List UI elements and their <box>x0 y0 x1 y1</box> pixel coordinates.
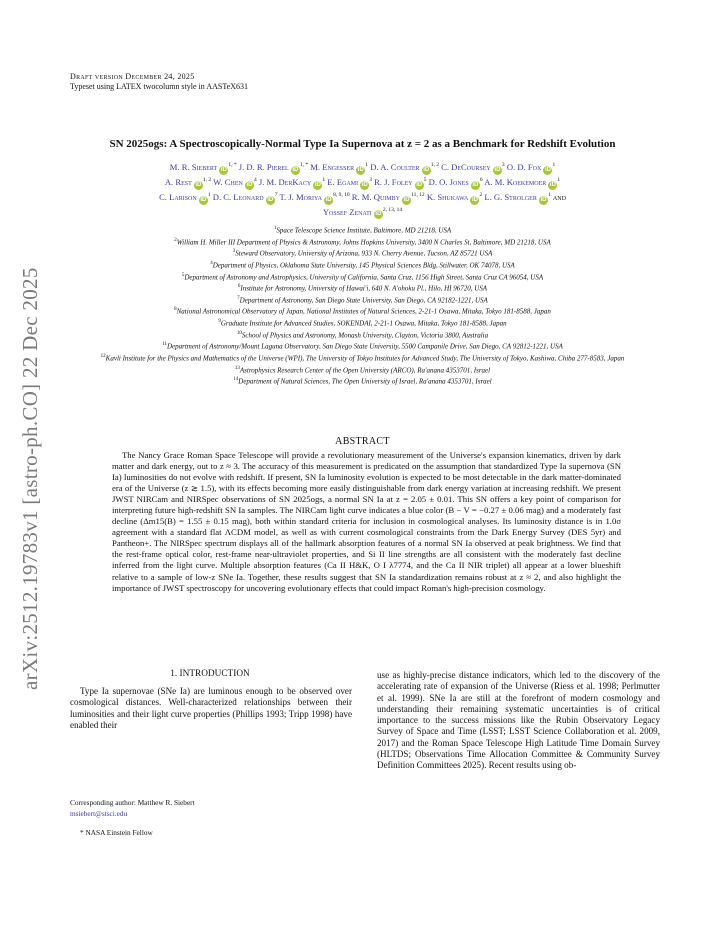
orcid-icon[interactable]: iD <box>472 181 479 188</box>
affiliation-text: Department of Natural Sciences, The Open University of Israel, Ra'anana 4353701, Israel <box>238 377 492 386</box>
affiliation-item <box>70 259 655 271</box>
affiliation-text: Kavli Institute for the Physics and Mathematics of the Universe (WPI), The University of Tokyo Institutes for Advanced Study, The University of Tokyo, Kashiwa, Chiba 277-8583, Japan <box>105 354 625 363</box>
affiliation-number: 13 <box>234 365 240 371</box>
affiliation-text: Space Telescope Science Institute, Baltimore, MD 21218, USA <box>276 226 452 235</box>
abstract-text: The Nancy Grace Roman Space Telescope will provide a revolutionary measurement of the Universe's expansion kinematics, driven by dark matter and dark energy, out to z ≈ 3. The accuracy of this measurement is predicated on the assumption that standardized Type Ia supernova (SN Ia) luminosities do not evolve with redshift. If present, SN Ia luminosity evolution is expected to be most detectable in the dark matter-dominated era of the Universe (z ≳ 1.5), with its effects becoming more easily distinguishable from dark energy variation at increasing redshift. We present JWST NIRCam and NIRSpec observations of SN 2025ogs, a normal SN Ia at z = 2.05 ± 0.01. This SN offers a key point of comparison for interpreting future high-redshift SN Ia samples. The NIRCam light curve indicates a blue color (B − V = −0.27 ± 0.06 mag) and a moderately fast decline (Δm15(B) = 1.55 ± 0.15 mag), both within standard criteria for inclusion in cosmological analyses. Its luminosity distance is in 1.0σ agreement with a standard flat ΛCDM model, as well as with current cosmological constraints from the Dark Energy Survey (DES 5yr) and Pantheon+. The NIRSpec spectrum displays all of the hallmark absorption features of a normal SN Ia observed at peak brightness. We find that the rest-frame optical color, rest-frame near-ultraviolet properties, and Si II line strengths are all consistent with the moderately fast decline inferred from the light curve. Multiple absorption features (Ca II H&K, O I λ7774, and the Ca II NIR triplet) all appear at a lower blueshift relative to a sample of low-z SNe Ia. Together, these results suggest that SN Ia standardization remains robust at z ≈ 2, and also highlight the importance of JWST spectroscopy for uncovering evolutionary effects that could impact Roman's high-precision cosmology. <box>112 450 621 593</box>
orcid-icon[interactable]: iD <box>361 181 368 188</box>
author-name[interactable]: M. R. Siebert <box>169 161 220 172</box>
affiliation-text: Astrophysics Research Center of the Open University (ARCO), Ra'anana 4353701, Israel <box>239 365 491 374</box>
affiliation-item <box>70 224 655 236</box>
orcid-icon[interactable]: iD <box>292 166 299 173</box>
orcid-icon[interactable]: iD <box>540 196 547 203</box>
author-name[interactable]: K. Shukawa <box>426 191 471 202</box>
orcid-icon[interactable]: iD <box>220 166 227 173</box>
affiliation-text: Graduate Institute for Advanced Studies, SOKENDAI, 2-21-1 Osawa, Mitaka, Tokyo 181-8588, Japan <box>220 319 507 328</box>
affiliation-item <box>70 364 655 376</box>
author-name[interactable]: M. Engesser <box>310 161 357 172</box>
author-affiliation-number: 1 <box>207 191 211 198</box>
author-name[interactable]: D. C. Leonard <box>212 191 266 202</box>
author-name[interactable]: C. Larison <box>159 191 199 202</box>
author-name[interactable]: D. A. Coulter <box>370 161 422 172</box>
author-affiliation-number: 8, 9, 10 <box>333 191 350 198</box>
affiliation-item <box>70 329 655 341</box>
orcid-icon[interactable]: iD <box>544 166 551 173</box>
abstract-heading: ABSTRACT <box>335 436 390 447</box>
author-affiliation-number: 1, 2 <box>202 176 212 183</box>
author-affiliation-number: 1 <box>548 191 551 198</box>
section-heading-introduction: 1. INTRODUCTION <box>170 669 250 679</box>
author-line <box>70 205 655 220</box>
author-name[interactable]: W. Chen <box>213 176 245 187</box>
author-affiliation-number: 1 <box>322 176 326 183</box>
orcid-icon[interactable]: iD <box>549 181 556 188</box>
and-word: and <box>552 191 566 202</box>
affiliation-number: 10 <box>236 330 242 336</box>
arxiv-id: arXiv:2512.19783v1 [astro-ph.CO] 22 Dec 2025 <box>18 267 42 690</box>
affiliation-number: 11 <box>162 342 167 348</box>
affiliation-number: 5 <box>181 272 185 278</box>
affiliation-number: 9 <box>218 319 221 324</box>
intro-column-left: Type Ia supernovae (SNe Ia) are luminous enough to be observed over cosmological distances. Well-characterized relationships between their luminosities and their light curve properties (Phillips 1993; Tripp 1998) have enabled their <box>70 686 352 730</box>
author-affiliation-number: 7 <box>274 191 278 198</box>
author-list <box>70 160 655 219</box>
affiliation-text: Institute for Astronomy, University of Hawai'i, 640 N. A'ohoku Pl., Hilo, HI 96720, USA <box>240 284 488 293</box>
affiliation-text: Department of Astronomy and Astrophysics, University of California, Santa Cruz, 1156 High Street, Santa Cruz CA 96054, USA <box>184 272 544 281</box>
paper-title: SN 2025ogs: A Spectroscopically-Normal Type Ia Supernova at z = 2 as a Benchmark for Redshift Evolution <box>109 138 616 150</box>
author-affiliation-number: 5 <box>423 176 427 183</box>
affiliation-text: School of Physics and Astronomy, Monash University, Clayton, Victoria 3800, Australia <box>241 330 489 339</box>
affiliation-number: 1 <box>273 226 277 231</box>
author-line <box>70 160 655 175</box>
intro-column-right: use as highly-precise distance indicators, which led to the discovery of the accelerating rate of expansion of the Universe (Riess et al. 1998; Perlmutter et al. 1999). SNe Ia are still at the forefront of modern cosmology and understanding their remaining systematic uncertainties is of critical importance to the success missions like the Rubin Observatory Legacy Survey of Space and Time (LSST; LSST Science Collaboration et al. 2009, 2017) and the Roman Space Telescope High Latitude Time Domain Survey (HLTDS; Observations Time Allocation Committee & Community Survey Definition Committees 2025). Recent results using ob- <box>377 670 660 771</box>
affiliation-number: 7 <box>237 295 240 301</box>
affiliation-text: Department of Astronomy/Mount Laguna Observatory, San Diego State University, 5500 Campanile Drive, San Diego, CA 92812-1221, USA <box>166 342 563 351</box>
author-name[interactable]: D. O. Jones <box>428 176 471 187</box>
typeset-line: Typeset using LATEX twocolumn style in AASTeX631 <box>70 82 248 91</box>
author-line <box>70 175 655 190</box>
orcid-icon[interactable]: iD <box>246 181 253 188</box>
author-email-link[interactable]: msiebert@stsci.edu <box>70 809 128 818</box>
orcid-icon[interactable]: iD <box>325 196 332 203</box>
author-affiliation-number: 11, 12 <box>411 191 425 198</box>
author-name[interactable]: L. G. Strolger <box>484 191 539 202</box>
author-name[interactable]: T. J. Moriya <box>279 191 325 202</box>
author-name[interactable]: J. D. R. Pierel <box>238 161 291 172</box>
author-affiliation-number: 3 <box>369 176 372 183</box>
affiliation-text: William H. Miller III Department of Physics & Astronomy, Johns Hopkins University, 3400 N Charles St, Baltimore, MD 21218, USA <box>176 237 551 246</box>
orcid-icon[interactable]: iD <box>423 166 430 173</box>
affiliation-number: 3 <box>232 249 236 255</box>
author-name[interactable]: R. M. Quimby <box>351 191 403 202</box>
author-name[interactable]: A. Rest <box>164 176 194 187</box>
affiliation-number: 8 <box>174 307 177 313</box>
orcid-icon[interactable]: iD <box>200 196 207 203</box>
author-name[interactable]: A. M. Koekemoer <box>484 176 549 187</box>
author-affiliation-number: 1, * <box>228 162 237 168</box>
affiliation-item <box>70 282 655 294</box>
author-affiliation-number: 1, * <box>299 162 309 168</box>
footnote-fellow: * NASA Einstein Fellow <box>80 828 153 837</box>
orcid-icon[interactable]: iD <box>403 196 410 203</box>
author-name[interactable]: E. Egami <box>327 176 361 187</box>
author-affiliation-number: 4 <box>253 176 257 183</box>
author-affiliation-number: 3 <box>501 162 505 168</box>
affiliation-number: 4 <box>210 260 213 266</box>
affiliation-item <box>70 271 655 283</box>
author-line <box>70 190 655 205</box>
author-name[interactable]: Yossef Zenati <box>322 206 374 217</box>
affiliation-number: 6 <box>237 284 241 290</box>
affiliation-item <box>70 340 655 352</box>
affiliation-text: Department of Astronomy, San Diego State University, San Diego, CA 92182-1221, USA <box>239 296 488 305</box>
author-name[interactable]: R. J. Foley <box>374 176 415 187</box>
affiliation-item <box>70 352 655 364</box>
author-affiliation-number: 6 <box>479 176 483 183</box>
affiliation-item <box>70 375 655 387</box>
author-affiliation-number: 1 <box>557 176 561 183</box>
affiliation-text: National Astronomical Observatory of Japan, National Institutes of Natural Sciences, 2-21-1 Osawa, Mitaka, Tokyo 181-8588, Japan <box>176 307 551 316</box>
author-affiliation-number: 2, 13, 14 <box>382 206 403 213</box>
draft-header <box>70 72 248 92</box>
author-name[interactable]: O. D. Fox <box>506 161 544 172</box>
orcid-icon[interactable]: iD <box>314 181 321 188</box>
orcid-icon[interactable]: iD <box>471 196 478 203</box>
orcid-icon[interactable]: iD <box>375 211 382 218</box>
arxiv-sidebar <box>14 230 48 690</box>
affiliation-number: 2 <box>174 237 177 243</box>
orcid-icon[interactable]: iD <box>267 196 274 203</box>
affiliation-text: Steward Observatory, University of Arizona, 933 N. Cherry Avenue, Tucson, AZ 85721 USA <box>235 249 493 258</box>
affiliation-item <box>70 247 655 259</box>
orcid-icon[interactable]: iD <box>416 181 423 188</box>
affiliation-item <box>70 305 655 317</box>
affiliation-text: Department of Physics, Oklahoma State University, 145 Physical Sciences Bldg, Stillwater, OK 74078, USA <box>212 261 515 270</box>
author-affiliation-number: 2 <box>479 191 483 198</box>
author-affiliation-number: 1 <box>552 162 556 168</box>
author-affiliation-number: 1 <box>365 162 369 168</box>
affiliation-item <box>70 317 655 329</box>
author-affiliation-number: 1, 2 <box>430 162 439 168</box>
orcid-icon[interactable]: iD <box>494 166 501 173</box>
affiliation-number: 12 <box>100 353 106 359</box>
affiliation-list <box>70 224 655 387</box>
author-name[interactable]: C. DeCoursey <box>441 161 493 172</box>
affiliation-number: 14 <box>233 377 239 383</box>
affiliation-item <box>70 236 655 248</box>
draft-line: Draft version December 24, 2025 <box>70 72 195 81</box>
author-name[interactable]: J. M. DerKacy <box>258 176 314 187</box>
affiliation-item <box>70 294 655 306</box>
orcid-icon[interactable]: iD <box>195 181 202 188</box>
orcid-icon[interactable]: iD <box>357 166 364 173</box>
corresponding-author: Corresponding author: Matthew R. Siebert <box>70 798 195 807</box>
corresponding-author-note <box>70 797 350 819</box>
